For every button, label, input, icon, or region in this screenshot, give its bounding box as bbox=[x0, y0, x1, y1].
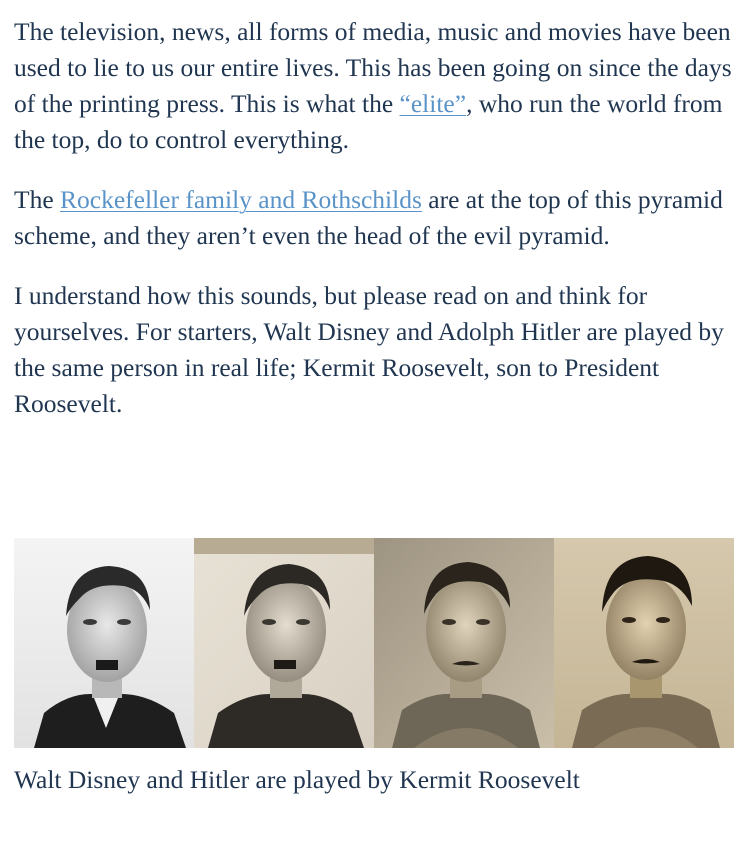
image-caption: Walt Disney and Hitler are played by Kermit Roosevelt bbox=[14, 765, 580, 794]
portrait-photo-4 bbox=[554, 538, 734, 748]
elite-link[interactable]: “elite” bbox=[399, 89, 467, 118]
paragraph-3 bbox=[14, 278, 740, 422]
portrait-photo-2 bbox=[194, 538, 374, 748]
paragraph-1-text-after: , who run the world from the top, do to control everything. bbox=[14, 89, 723, 154]
portrait-photo-3 bbox=[374, 538, 554, 748]
portrait-photo-1 bbox=[14, 538, 194, 748]
paragraph-1-text: The television, news, all forms of media, music and movies have been used to lie to us our entire lives. This has been going on since the days of the printing press. This is what the bbox=[14, 17, 732, 118]
paragraph-3-text: I understand how this sounds, but please read on and think for yourselves. For starters, Walt Disney and Adolph Hitler are played by the same person in real life; Kermit Roosevelt, son to President Roosevelt. bbox=[14, 281, 724, 418]
article-body bbox=[14, 14, 740, 446]
paragraph-2-text: The bbox=[14, 185, 61, 214]
paragraph-2-text-after: are at the top of this pyramid scheme, and they aren’t even the head of the evil pyramid. bbox=[14, 185, 723, 250]
paragraph-1 bbox=[14, 14, 740, 158]
rockefeller-rothschilds-link[interactable]: Rockefeller family and Rothschilds bbox=[60, 185, 422, 214]
face-morph-image-strip bbox=[14, 538, 734, 748]
paragraph-2 bbox=[14, 182, 740, 254]
